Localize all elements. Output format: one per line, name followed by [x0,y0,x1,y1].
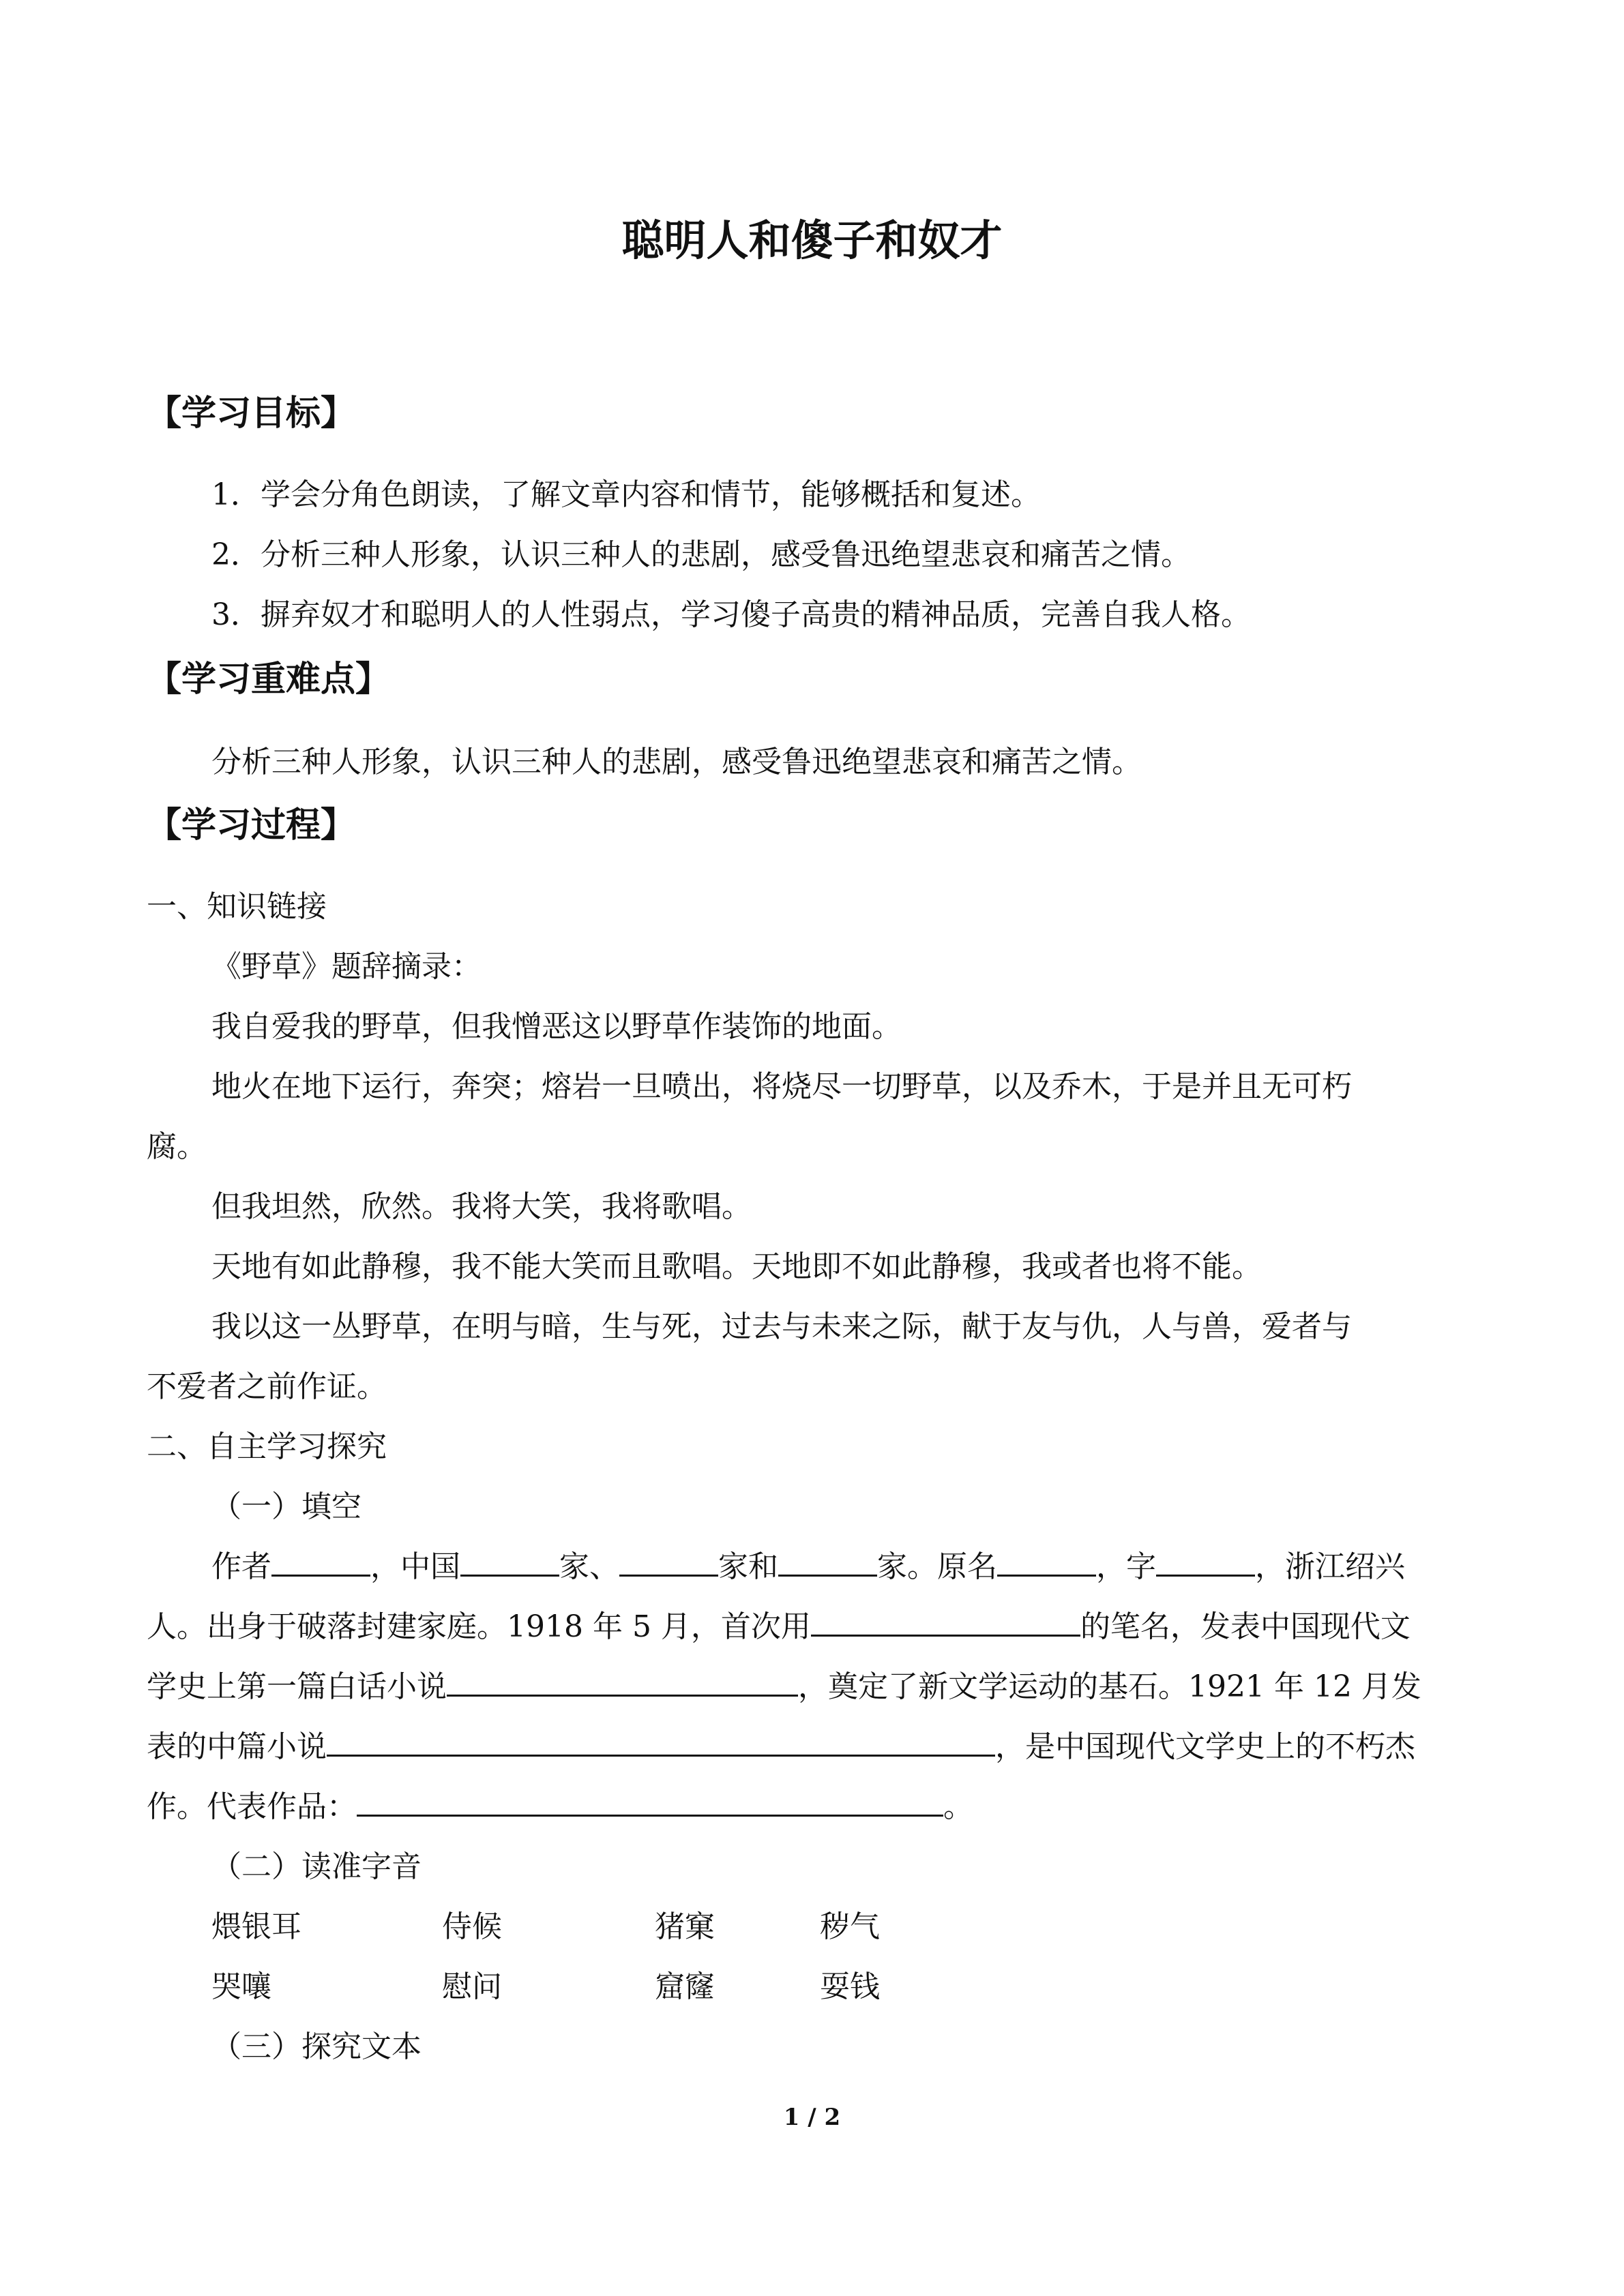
fill-line: 学史上第一篇白话小说 ，奠定了新文学运动的基石。1921 年 12 月发 [147,1669,1421,1704]
objective-item: 2．分析三种人形象，认识三种人的悲剧，感受鲁迅绝望悲哀和痛苦之情。 [211,537,1191,572]
excerpt-paragraph: 地火在地下运行，奔突；熔岩一旦喷出，将烧尽一切野草，以及乔木，于是并且无可朽 [211,1069,1352,1104]
fill-line: 作者 ，中国 家、 家和 家。原名 ，字 ，浙江绍兴 [211,1549,1405,1584]
page-number: 1 / 2 [783,2104,841,2131]
blank-novella[interactable] [327,1731,995,1757]
vocab-word: 秽气 [820,1909,880,1944]
excerpt-paragraph: 我以这一丛野草，在明与暗，生与死，过去与未来之际，献于友与仇，人与兽，爱者与 [211,1309,1352,1344]
vocab-word: 窟窿 [655,1969,715,2004]
vocab-word: 哭嚷 [211,1969,271,2004]
section-heading-key-points: 【学习重难点】 [147,659,391,700]
blank-original-name[interactable] [997,1551,1096,1577]
blank-representative-works[interactable] [357,1791,943,1817]
excerpt-intro: 《野草》题辞摘录： [211,949,482,984]
excerpt-paragraph: 但我坦然，欣然。我将大笑，我将歌唱。 [211,1189,752,1224]
excerpt-paragraph: 天地有如此静穆，我不能大笑而且歌唱。天地即不如此静穆，我或者也将不能。 [211,1249,1262,1284]
section-heading-objectives: 【学习目标】 [147,393,356,434]
vocab-word: 煨银耳 [211,1909,301,1944]
pronunciation-heading: （二）读准字音 [211,1849,422,1884]
explore-heading: （三）探究文本 [211,2029,422,2064]
blank-courtesy-name[interactable] [1156,1551,1255,1577]
fill-heading: （一）填空 [211,1489,361,1524]
key-points-text: 分析三种人形象，认识三种人的悲剧，感受鲁迅绝望悲哀和痛苦之情。 [211,745,1142,779]
blank-profession-3[interactable] [778,1551,877,1577]
part-heading-knowledge-link: 一、知识链接 [147,889,327,924]
fill-line: 作。代表作品： 。 [147,1789,973,1824]
vocab-word: 猪窠 [655,1909,715,1944]
fill-line: 表的中篇小说 ，是中国现代文学史上的不朽杰 [147,1729,1415,1764]
objective-item: 3．摒弃奴才和聪明人的人性弱点，学习傻子高贵的精神品质，完善自我人格。 [211,597,1251,632]
section-heading-process: 【学习过程】 [147,805,356,846]
vocab-word: 慰问 [442,1969,502,2004]
blank-pen-name[interactable] [811,1611,1080,1637]
part-heading-self-study: 二、自主学习探究 [147,1429,387,1464]
fill-line: 人。出身于破落封建家庭。1918 年 5 月，首次用 的笔名，发表中国现代文 [147,1609,1411,1644]
excerpt-paragraph-continued: 腐。 [147,1129,207,1164]
vocab-word: 耍钱 [820,1969,880,2004]
objective-item: 1．学会分角色朗读，了解文章内容和情节，能够概括和复述。 [211,477,1041,512]
blank-profession-1[interactable] [460,1551,559,1577]
blank-author[interactable] [271,1551,370,1577]
document-title: 聪明人和傻子和奴才 [621,215,1003,265]
excerpt-paragraph: 我自爱我的野草，但我憎恶这以野草作装饰的地面。 [211,1009,902,1044]
blank-profession-2[interactable] [619,1551,718,1577]
blank-first-novel[interactable] [447,1671,798,1697]
excerpt-paragraph-continued: 不爱者之前作证。 [147,1369,387,1404]
vocab-word: 侍候 [442,1909,502,1944]
